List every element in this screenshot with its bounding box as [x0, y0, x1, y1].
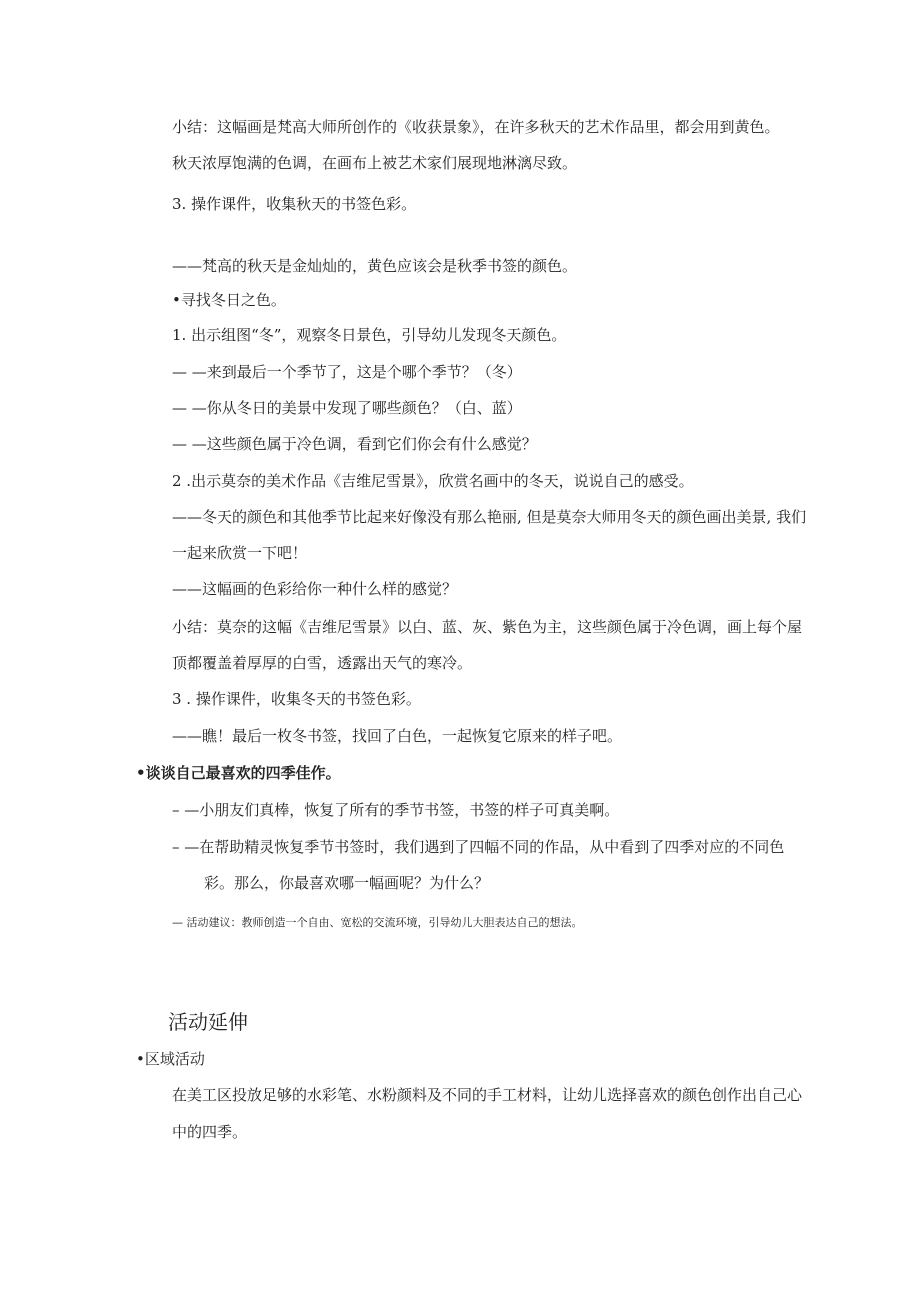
winter-summary-line-2: 顶都覆盖着厚厚的白雪，透露出天气的寒冷。 — [172, 654, 473, 672]
winter-section-title: •寻找冬日之色。 — [172, 291, 286, 309]
autumn-step-3: 3. 操作课件，收集秋天的书签色彩。 — [172, 195, 417, 213]
autumn-summary-line-1: 小结：这幅画是梵高大师所创作的《收获景象》，在许多秋天的艺术作品里，都会用到黄色。 — [172, 118, 780, 136]
favorite-dialog-2-line-1: – —在帮助精灵恢复季节书签时，我们遇到了四幅不同的作品，从中看到了四季对应的不同色 — [172, 838, 785, 856]
favorite-dialog-2-line-2: 彩。那么，你最喜欢哪一幅画呢？为什么？ — [204, 874, 490, 892]
winter-step-1: 1. 出示组图“冬”，观察冬日景色，引导幼儿发现冬天颜色。 — [172, 326, 567, 344]
autumn-step-3-dialog: ——梵高的秋天是金灿灿的，黄色应该会是秋季书签的颜色。 — [172, 257, 578, 275]
winter-step-2: 2 .出示莫奈的美术作品《吉维尼雪景》，欣赏名画中的冬天，说说自己的感受。 — [172, 472, 694, 490]
winter-step-3-dialog: ——瞧！最后一枚冬书签，找回了白色，一起恢复它原来的样子吧。 — [172, 727, 623, 745]
activity-suggestion: — 活动建议：教师创造一个自由、宽松的交流环境，引导幼儿大胆表达自己的想法。 — [172, 916, 583, 929]
winter-question-1: — —来到最后一个季节了，这是个哪个季节？（冬） — [172, 363, 522, 381]
winter-summary-line-1: 小结：莫奈的这幅《吉维尼雪景》以白、蓝、灰、紫色为主，这些颜色属于冷色调，画上每个屋 — [172, 618, 803, 636]
winter-question-3: — —这些颜色属于冷色调，看到它们你会有什么感觉？ — [172, 435, 537, 453]
favorite-section-title: •谈谈自己最喜欢的四季佳作。 — [136, 764, 341, 782]
winter-dialog-1-line-2: 一起来欣赏一下吧！ — [172, 544, 308, 562]
winter-dialog-2: ——这幅画的色彩给你一种什么样的感觉？ — [172, 580, 458, 598]
favorite-dialog-1: – —小朋友们真棒，恢复了所有的季节书签，书签的样子可真美啊。 — [172, 801, 620, 819]
autumn-summary-line-2: 秋天浓厚饱满的色调，在画布上被艺术家们展现地淋漓尽致。 — [172, 154, 578, 172]
area-activity-line-1: 在美工区投放足够的水彩笔、水粉颜料及不同的手工材料，让幼儿选择喜欢的颜色创作出自己心 — [172, 1086, 803, 1104]
extension-heading: 活动延伸 — [168, 1010, 248, 1034]
winter-step-3: 3 . 操作课件，收集冬天的书签色彩。 — [172, 690, 421, 708]
winter-question-2: — —你从冬日的美景中发现了哪些颜色？（白、蓝） — [172, 399, 522, 417]
area-activity-title: •区域活动 — [136, 1050, 205, 1068]
winter-dialog-1-line-1: ——冬天的颜色和其他季节比起来好像没有那么艳丽, 但是莫奈大师用冬天的颜色画出美景, 我们 — [172, 508, 807, 526]
area-activity-line-2: 中的四季。 — [172, 1123, 248, 1141]
